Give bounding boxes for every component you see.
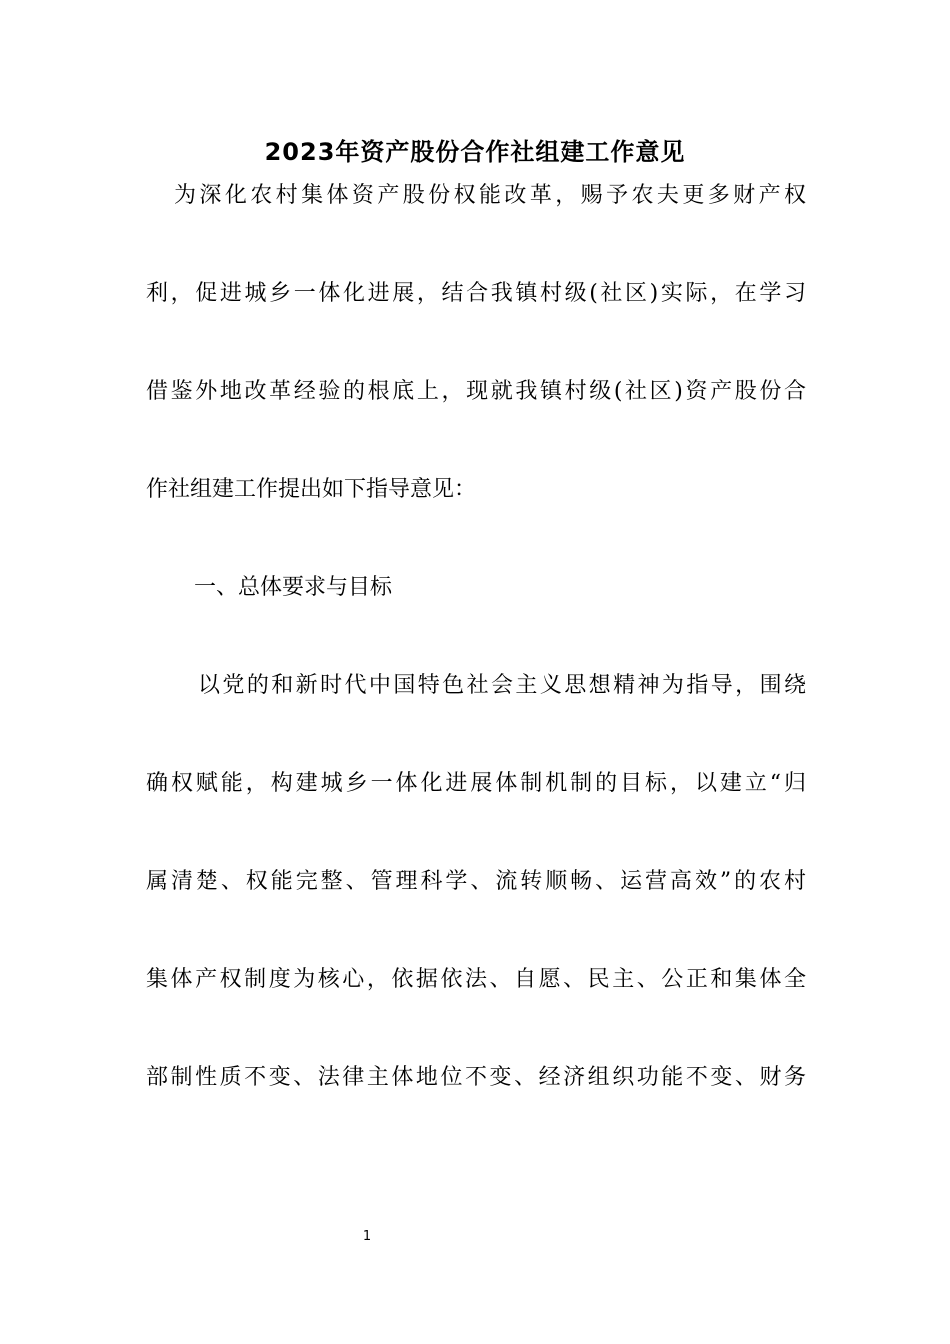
paragraph-line: 为深化农村集体资产股份权能改革，赐予农夫更多财产权 <box>174 183 806 208</box>
paragraph-line: 利，促进城乡一体化进展，结合我镇村级(社区)实际，在学习 <box>146 281 806 306</box>
paragraph-line: 属清楚、权能完整、管理科学、流转顺畅、运营高效”的农村 <box>146 869 806 894</box>
paragraph-line: 部制性质不变、法律主体地位不变、经济组织功能不变、财务 <box>146 1065 806 1090</box>
paragraph-line: 集体产权制度为核心，依据依法、自愿、民主、公正和集体全 <box>146 967 806 992</box>
paragraph-line: 作社组建工作提出如下指导意见： <box>146 477 477 502</box>
document-body <box>146 168 806 1148</box>
paragraph-line: 以党的和新时代中国特色社会主义思想精神为指导，围绕 <box>198 673 806 698</box>
page-number: 1 <box>362 1229 372 1244</box>
section-heading: 一、总体要求与目标 <box>194 575 393 600</box>
paragraph-line: 确权赋能，构建城乡一体化进展体制机制的目标，以建立“归 <box>146 771 806 796</box>
document-title: 2023年资产股份合作社组建工作意见 <box>264 138 686 166</box>
paragraph-line: 借鉴外地改革经验的根底上，现就我镇村级(社区)资产股份合 <box>146 379 806 404</box>
